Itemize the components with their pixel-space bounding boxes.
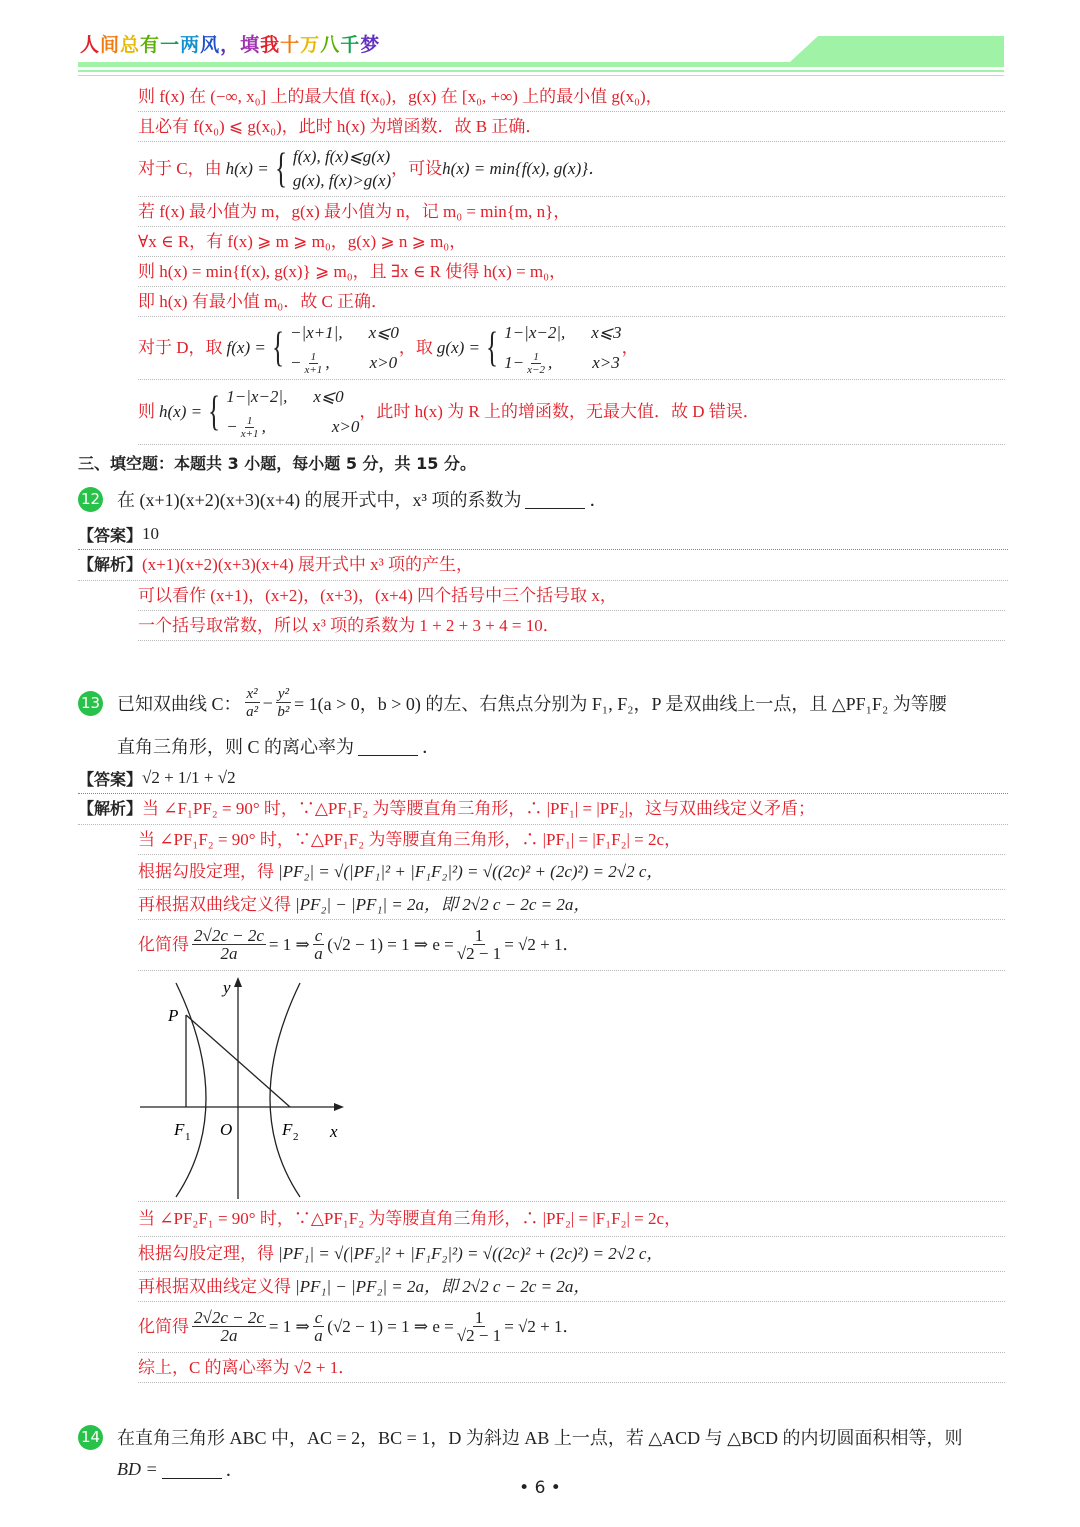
answer-value: √2 + 1/1 + √2 [142,768,236,787]
analysis-mid: = 1 ⇒ [268,935,310,954]
h-case1: 1−|x−2|, [226,387,288,406]
analysis-text: 当 ∠F₁PF₂ = 90° 时，∵△PF₁F₂ 为等腰直角三角形，∴ |PF₁| = |PF₂|，这与双曲线定义矛盾； [142,799,816,818]
label-y: y [223,978,231,997]
fraction-x2-a2 [245,686,260,721]
analysis-pre: 根据勾股定理，得 [138,1244,274,1263]
question-14-bd: BD = [117,1458,158,1479]
brace-symbol: { [274,146,287,192]
analysis-mid: = 1 ⇒ [268,1317,310,1336]
slogan-char: 我 [260,34,281,56]
brace-symbol: { [486,325,499,371]
label-O: O [220,1120,233,1139]
analysis-tag: 【解析】 [78,555,143,574]
answer-blank [162,1460,222,1479]
question-13-line2-text: 直角三角形，则 C 的离心率为 [117,737,355,757]
solution-c-line4: 则 h(x) = min{f(x), g(x)} ⩾ m₀，且 ∃x ∈ R 使得 h(x) = m₀， [138,257,1005,287]
hyperbola-figure [138,971,1005,1202]
slogan-char: 梦 [360,34,381,56]
solution-c-line1 [138,142,1005,197]
slogan-char: 两 [180,34,201,56]
fraction [192,1307,266,1345]
h-frac-den: x+1 [240,427,259,440]
fraction-y2-b2 [276,686,291,721]
f-case1: −|x+1|, [290,323,343,342]
question-number-badge: 12 [78,487,103,512]
analysis-pre: 化简得 [138,1317,189,1336]
analysis-mid2: (√2 − 1) = 1 ⇒ e = [327,1317,454,1336]
question-13-conclusion: 综上，C 的离心率为 √2 + 1． [138,1353,1005,1383]
frac-num: 1 [474,1307,484,1327]
label-F1: F [174,1120,185,1139]
question-13-analysis-b2 [138,1237,1005,1272]
fraction [313,1307,325,1345]
frac-num: c [314,1307,323,1327]
frac-num: 1 [474,925,484,945]
label-F1-sub: 1 [185,1131,191,1143]
h-cond2: x>0 [331,417,360,436]
hyperbola-right-branch [270,983,300,1197]
slogan-char: 八 [320,34,341,56]
slogan-char: 十 [280,34,301,56]
question-13-line2 [78,729,1008,763]
analysis-pre: 化简得 [138,935,189,954]
solution-d-h-tail: ，此时 h(x) 为 R 上的增函数，无最大值．故 D 错误． [359,402,760,421]
frac-den: a [314,1325,323,1345]
question-13-analysis-line3 [138,855,1005,890]
slogan-char: ， [220,34,241,56]
analysis-tag: 【解析】 [78,799,143,818]
frac-num: x² [246,685,258,702]
solution-c-tail: h(x) = min{f(x), g(x)}． [442,159,606,178]
question-12-analysis-line1 [78,550,1008,581]
page-header [0,0,1080,90]
analysis-pre: 再根据双曲线定义得 [138,894,291,914]
analysis-end: = √2 + 1． [504,935,580,954]
f-frac-num: 1 [310,350,317,363]
solution-d-h-cases: 1−|x−2|, x⩽0 − $\frac{1}{x+1}$ , x>0 [226,382,359,442]
label-x: x [330,1122,338,1141]
solution-c-case2: g(x), f(x)>g(x) [292,171,392,190]
answer-tag: 【答案】 [78,525,143,545]
section-title: 三、填空题：本题共 3 小题，每小题 5 分，共 15 分。 [78,453,476,473]
question-12-answer [78,519,1008,550]
slogan-char: 万 [300,34,321,56]
solution-d-prefix: 对于 D，取 [138,338,223,357]
solution-b-line1: 则 f(x) 在 (−∞, x₀] 上的最大值 f(x₀)，g(x) 在 [x₀, +∞) 上的最小值 g(x₀)， [138,82,1005,112]
analysis-math: |PF₂| − |PF₁| = 2a，即 2√2 c − 2c = 2a， [295,894,591,914]
fraction [456,925,502,963]
header-slogan [80,30,380,57]
analysis-pre: 根据勾股定理，得 [138,862,274,881]
question-12-end: ． [589,490,608,510]
slogan-char: 填 [240,34,261,56]
question-12-analysis-line2: 可以看作 (x+1)，(x+2)，(x+3)，(x+4) 四个括号中三个括号取 x， [138,581,1005,611]
y-axis-arrow [234,977,242,987]
question-13-analysis-line5 [138,920,1005,971]
answer-tag: 【答案】 [78,769,143,789]
f-cond1: x⩽0 [368,323,399,342]
answer-blank [358,737,418,756]
page-number: • 6 • [519,1478,561,1498]
solution-c-cases [293,145,391,193]
solution-d-line1 [138,317,1005,380]
solution-c-tail-red: ，可设 [391,159,443,178]
analysis-mid2: (√2 − 1) = 1 ⇒ e = [327,935,454,954]
question-14-text: 在直角三角形 ABC 中，AC = 2，BC = 1，D 为斜边 AB 上一点，若 △ACD 与 △BCD 的内切圆面积相等，则 [117,1428,963,1448]
solution-c-case1: f(x), f(x)⩽g(x) [292,147,391,166]
slogan-char: 一 [160,34,181,56]
question-13 [78,677,1008,729]
g-cond1: x⩽3 [591,323,622,342]
solution-d-mid: ，取 [398,338,433,357]
slogan-char: 有 [140,34,161,56]
solution-d-g-eq: g(x) = [436,338,480,357]
question-13-analysis-b3 [138,1272,1005,1302]
solution-d-f-eq: f(x) = [226,338,266,357]
h-frac-num: 1 [246,414,253,427]
g-case1: 1−|x−2|, [504,323,566,342]
solution-c-line3: ∀x ∈ R，有 f(x) ⩾ m ⩾ m₀，g(x) ⩾ n ⩾ m₀， [138,227,1005,257]
analysis-pre: 再根据双曲线定义得 [138,1276,291,1296]
frac-den: a [314,943,323,963]
minus-sign: − [262,692,273,713]
frac-den: b² [277,703,290,720]
fraction [456,1307,502,1345]
solution-d-line2 [138,380,1005,445]
slogan-char: 风 [200,34,221,56]
question-13-analysis-line4 [138,890,1005,920]
frac-den: a² [246,703,259,720]
question-12-text: 在 (x+1)(x+2)(x+3)(x+4) 的展开式中，x³ 项的系数为 [117,490,522,510]
question-13-analysis-line2: 当 ∠PF₁F₂ = 90° 时，∵△PF₁F₂ 为等腰直角三角形，∴ |PF₁| = |F₁F₂| = 2c， [138,825,1005,855]
frac-num: y² [277,685,289,702]
answer-blank [525,490,585,509]
question-13-answer [78,763,1008,794]
g-cond2: x>3 [592,353,620,372]
fraction [313,925,325,963]
question-12-analysis-line3: 一个括号取常数，所以 x³ 项的系数为 1 + 2 + 3 + 4 = 10． [138,611,1005,641]
solution-d-h-prefix: 则 [138,402,155,421]
solution-c-line5: 即 h(x) 有最小值 m₀．故 C 正确． [138,287,1005,317]
question-13-post: = 1(a > 0，b > 0) 的左、右焦点分别为 F₁, F₂，P 是双曲线上一点，且 △PF₁F₂ 为等腰 [293,694,947,714]
solution-c-line2: 若 f(x) 最小值为 m，g(x) 最小值为 n，记 m₀ = min{m, n}， [138,197,1005,227]
fraction [192,925,266,963]
g-frac-den: x−2 [527,363,545,376]
hyperbola-left-branch [176,983,206,1197]
f-cond2: x>0 [369,353,398,372]
frac-num: 2√2c − 2c [194,925,264,945]
label-F2: F [282,1120,293,1139]
g-frac-num: 1 [533,350,539,363]
question-13-pre: 已知双曲线 C： [117,694,242,714]
frac-den: 2a [220,943,238,963]
label-F2-sub: 2 [293,1131,299,1143]
question-12 [78,479,1008,519]
hyperbola-diagram [138,971,358,1201]
question-13-end: ． [422,737,441,757]
f-frac-den: x+1 [304,363,323,376]
slogan-char: 千 [340,34,361,56]
f-case2-sign: − [290,353,302,372]
question-14-end: ． [225,1460,244,1480]
label-P: P [168,1006,179,1025]
h-cond1: x⩽0 [313,387,344,406]
g-case2-pre: 1− [504,353,525,372]
frac-den: √2 − 1 [456,943,502,963]
h-case2-sign: − [226,417,238,436]
analysis-end: = √2 + 1． [504,1317,580,1336]
question-13-analysis-b4 [138,1302,1005,1353]
brace-symbol: { [271,325,284,371]
question-14 [78,1419,1008,1455]
solution-d-h-eq: h(x) = [159,402,203,421]
question-number-badge: 13 [78,691,103,716]
solution-b-line2: 且必有 f(x₀) ⩽ g(x₀)，此时 h(x) 为增函数．故 B 正确． [138,112,1005,142]
answer-value: 10 [142,524,160,543]
frac-den: 2a [220,1325,238,1345]
brace-symbol: { [208,389,221,435]
analysis-math: |PF₁| = √(|PF₂|² + |F₁F₂|²) = √((2c)² + (2c)²) = 2√2 c， [278,1244,664,1263]
page-content [78,82,1008,1483]
slogan-char: 人 [80,34,101,56]
solution-d-g-cases: 1−|x−2|, x⩽3 1− $\frac{1}{x-2}$ , x>3 [504,318,621,378]
analysis-math: |PF₁| − |PF₂| = 2a，即 2√2 c − 2c = 2a， [295,1276,591,1296]
slogan-char: 间 [100,34,121,56]
frac-num: 2√2c − 2c [194,1307,264,1327]
analysis-text: (x+1)(x+2)(x+3)(x+4) 展开式中 x³ 项的产生， [142,555,474,574]
solution-d-end: ， [621,338,639,357]
frac-den: √2 − 1 [456,1325,502,1345]
question-13-analysis-b1: 当 ∠PF₂F₁ = 90° 时，∵△PF₁F₂ 为等腰直角三角形，∴ |PF₂| = |F₁F₂| = 2c， [138,1202,1005,1237]
x-axis-arrow [334,1103,344,1111]
question-number-badge: 14 [78,1425,103,1450]
frac-num: c [314,925,323,945]
question-13-analysis-line1 [78,794,1008,825]
solution-c-prefix: 对于 C，由 [138,159,222,178]
solution-c-h-def: h(x) = [225,159,269,178]
solution-d-f-cases: −|x+1|, x⩽0 − $\frac{1}{x+1}$ , x>0 [290,318,399,378]
analysis-math: |PF₂| = √(|PF₁|² + |F₁F₂|²) = √((2c)² + (2c)²) = 2√2 c， [278,862,664,881]
slogan-char: 总 [120,34,141,56]
